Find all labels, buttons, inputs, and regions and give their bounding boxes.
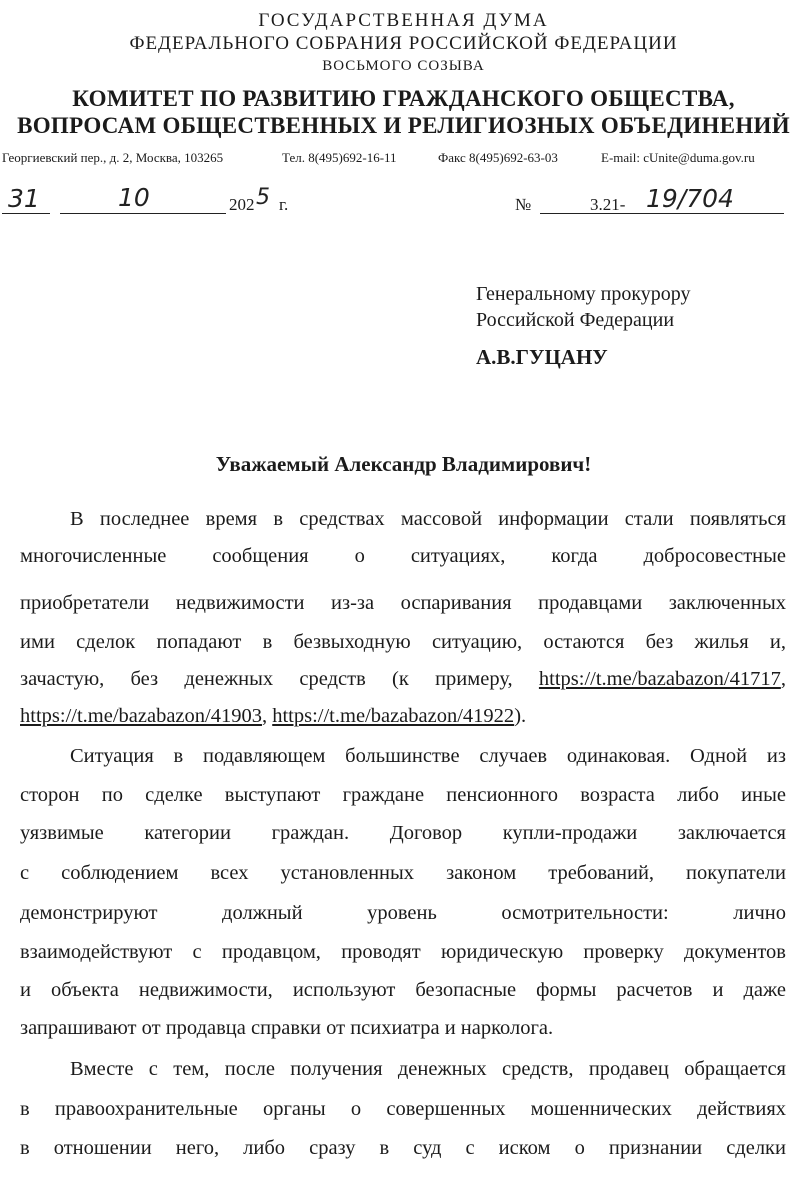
contact-address: Георгиевский пер., д. 2, Москва, 103265 [2, 150, 224, 165]
date-year-suffix: г. [279, 195, 289, 214]
contact-fax: Факс 8(495)692-63-03 [438, 150, 558, 165]
number-handwritten: 19/704 [646, 184, 734, 213]
p1-line-4: ими сделок попадают в безвыходную ситуацию, остаются без жилья и, [20, 631, 786, 653]
p2-line-2: сторон по сделке выступают граждане пенсионного возраста либо иные [20, 784, 786, 806]
link-41922[interactable]: https://t.me/bazabazon/41922 [272, 705, 515, 727]
contact-phone: Тел. 8(495)692-16-11 [282, 150, 397, 165]
committee-title-line1: КОМИТЕТ ПО РАЗВИТИЮ ГРАЖДАНСКОГО ОБЩЕСТВА, [72, 86, 735, 111]
p2-line-8: запрашивают от продавца справки от психиатра и нарколога. [20, 1017, 554, 1039]
p2-line-5: демонстрируют должный уровень осмотрительности: лично [20, 902, 786, 924]
p1-line-1: В последнее время в средствах массовой информации стали появляться [70, 508, 786, 530]
salutation: Уважаемый Александр Владимирович! [215, 452, 592, 476]
p2-line-3: уязвимые категории граждан. Договор купли-продажи заключается [20, 822, 786, 844]
p2-line-6: взаимодействуют с продавцом, проводят юридическую проверку документов [20, 941, 786, 963]
p2-line-7: и объекта недвижимости, используют безопасные формы расчетов и даже [20, 979, 786, 1001]
p3-line-1: Вместе с тем, после получения денежных средств, продавец обращается [70, 1058, 786, 1080]
number-prefix: 3.21- [590, 195, 626, 214]
letterhead-federal-assembly: ФЕДЕРАЛЬНОГО СОБРАНИЯ РОССИЙСКОЙ ФЕДЕРАЦИИ [129, 33, 678, 54]
date-year-prefix: 202 [229, 195, 255, 214]
letterhead-convocation: ВОСЬМОГО СОЗЫВА [322, 58, 485, 74]
addressee-name: А.В.ГУЦАНУ [476, 345, 608, 369]
p1-line-6 [20, 703, 786, 729]
link-41903[interactable]: https://t.me/bazabazon/41903 [20, 705, 262, 727]
p1-end: ). [514, 705, 527, 727]
link1-punct: , [780, 668, 786, 690]
p2-line-4: с соблюдением всех установленных законом требований, покупатели [20, 862, 786, 884]
p1-line-2: многочисленные сообщения о ситуациях, когда добросовестные [20, 545, 786, 567]
month-underline [60, 213, 226, 214]
p3-line-3: в отношении него, либо сразу в суд с иском о признании сделки [20, 1137, 786, 1159]
committee-title-line2: ВОПРОСАМ ОБЩЕСТВЕННЫХ И РЕЛИГИОЗНЫХ ОБЪЕДИНЕНИЙ [17, 113, 790, 138]
contacts-row [0, 150, 807, 168]
date-number-row [0, 183, 807, 220]
date-month-handwritten: 10 [118, 183, 150, 212]
number-label: № [515, 195, 532, 214]
addressee-position: Генеральному прокурору [476, 283, 691, 305]
contact-email: E-mail: cUnite@duma.gov.ru [601, 150, 755, 165]
link-41717[interactable]: https://t.me/bazabazon/41717 [538, 668, 781, 690]
link-separator: , [261, 705, 268, 727]
p3-line-2: в правоохранительные органы о совершенных мошеннических действиях [20, 1098, 786, 1120]
p1-line-3: приобретатели недвижимости из-за оспаривания продавцами заключенных [20, 592, 786, 614]
date-day-handwritten: 31 [8, 184, 40, 213]
day-underline [2, 213, 50, 214]
p1-line-5-text: зачастую, без денежных средств (к примеру, [20, 668, 513, 690]
date-year-digit-handwritten: 5 [256, 185, 270, 210]
p2-line-1: Ситуация в подавляющем большинстве случаев одинаковая. Одной из [70, 745, 786, 767]
number-underline [540, 213, 784, 214]
letterhead-duma: ГОСУДАРСТВЕННАЯ ДУМА [258, 10, 549, 31]
addressee-organization: Российской Федерации [476, 309, 675, 331]
p1-line-5 [20, 666, 786, 692]
